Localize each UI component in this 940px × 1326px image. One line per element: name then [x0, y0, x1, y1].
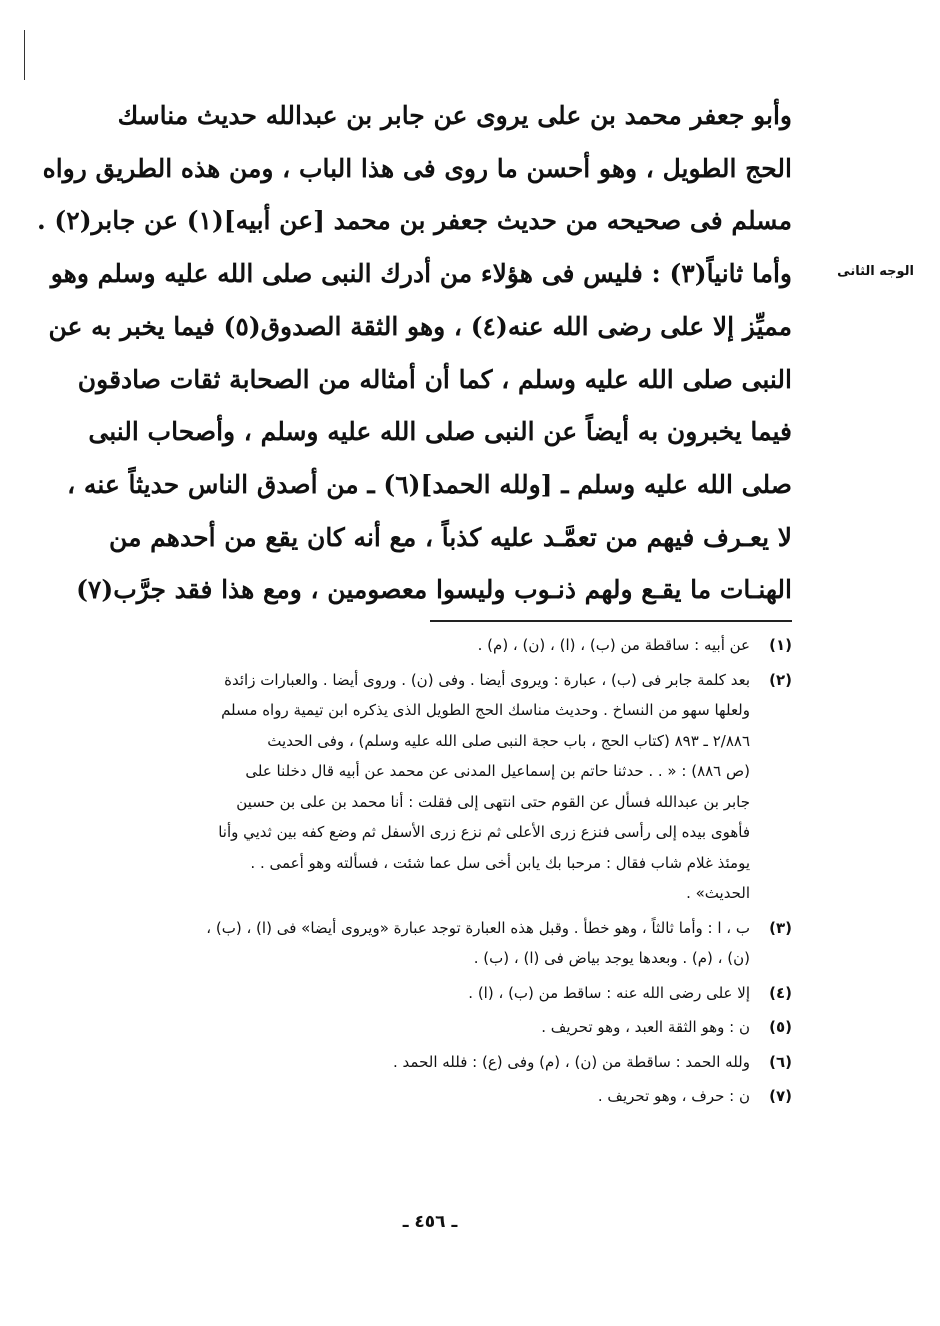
footnote-text [96, 630, 750, 661]
main-text-line: وأما ثانياً(٣) : فليس فى هؤلاء من أدرك النبى صلى الله عليه وسلم وهو [50, 259, 792, 289]
footnote-line: عن أبيه : ساقطة من (ب) ، (ا) ، (ن) ، (م) . [477, 636, 750, 654]
footnote-text [96, 1047, 750, 1078]
footnote-text [96, 665, 750, 909]
main-text-line: الهنـات ما يقـع ولهم ذنـوب وليسوا معصومين ، ومع هذا فقد جرَّب(٧) [76, 575, 792, 605]
footnote [96, 630, 792, 661]
main-text-line: صلى الله عليه وسلم ـ [ولله الحمد](٦) ـ من أصدق الناس حديثاً عنه ، [67, 469, 792, 499]
footnote [96, 1081, 792, 1112]
main-text-line: فيما يخبرون به أيضاً عن النبى صلى الله عليه وسلم ، وأصحاب النبى [88, 417, 792, 447]
main-text-line: النبى صلى الله عليه وسلم ، كما أن أمثاله من الصحابة ثقات صادقون [77, 364, 792, 394]
main-text-line: مسلم فى صحيحه من حديث جعفر بن محمد [عن أبيه](١) عن جابر(٢) . [37, 206, 792, 236]
page-edge-line [24, 30, 25, 80]
footnotes [96, 630, 792, 1116]
footnote-number: (٥) [769, 1018, 792, 1036]
footnote-line: بعد كلمة جابر فى (ب) ، عبارة : ويروى أيضا . وفى (ن) . وروى أيضا . والعبارات زائدة [224, 670, 750, 689]
footnote-number: (٧) [769, 1087, 792, 1105]
main-text-block [37, 90, 792, 617]
footnote-line: (ن) ، (م) . وبعدها يوجد بياض فى (ا) ، (ب) . [473, 949, 750, 967]
main-text-line: لا يعـرف فيهم من تعمَّـد عليه كذباً ، مع أنه كان يقع من أحدهم من [109, 522, 792, 552]
footnote-number: (٢) [769, 670, 792, 689]
footnote-text [96, 1012, 750, 1043]
footnote-line: ولله الحمد : ساقطة من (ن) ، (م) وفى (ع) : فلله الحمد . [393, 1052, 750, 1071]
footnote-line: ب ، ا : وأما ثالثاً ، وهو خطأ . وقبل هذه العبارة توجد عبارة «ويروى أيضا» فى (ا) ، (ب) ، [206, 918, 750, 937]
footnote-text [96, 978, 750, 1009]
footnote-number: (٤) [769, 983, 792, 1002]
footnote-line: إلا على رضى الله عنه : ساقط من (ب) ، (ا) . [468, 983, 750, 1002]
footnote-line: ن : وهو الثقة العبد ، وهو تحريف . [541, 1018, 750, 1036]
footnote-line: ن : حرف ، وهو تحريف . [597, 1087, 750, 1105]
footnote-line: فأهوى بيده إلى رأسى فنزع زرى الأعلى ثم نزع زرى الأسفل ثم وضع كفه بين ثديي وأنا [218, 823, 750, 841]
footnote [96, 665, 792, 909]
footnote [96, 913, 792, 974]
page-number: ـ ٤٥٦ ـ [402, 1212, 458, 1232]
footnote-line: (ص ٨٨٦) : « . . حدثنا حاتم بن إسماعيل المدنى عن محمد عن أبيه قال دخلنا على [245, 762, 750, 780]
footnote [96, 1012, 792, 1043]
footnote-line: جابر بن عبدالله فسأل عن القوم حتى انتهى إلى فقلت : أنا محمد بن على بن حسين [236, 792, 750, 811]
footnote-text [96, 1081, 750, 1112]
main-text-line: مميِّز إلا على رضى الله عنه(٤) ، وهو الثقة الصدوق(٥) فيما يخبر به عن [48, 311, 792, 341]
main-text-line: وأبو جعفر محمد بن على يروى عن جابر بن عبدالله حديث مناسك [117, 101, 792, 130]
footnote-line: الحديث» . [686, 884, 750, 902]
margin-note: الوجه الثانى [837, 264, 914, 279]
footnote-number: (٦) [769, 1052, 792, 1071]
footnote-line: ولعلها سهو من النساخ . وحديث مناسك الحج الطويل الذى يذكره ابن تيمية رواه مسلم [221, 701, 750, 719]
footnote-separator [430, 620, 792, 622]
main-text-line: الحج الطويل ، وهو أحسن ما روى فى هذا الباب ، ومن هذه الطريق رواه [42, 153, 792, 183]
footnote-line: يومئذ غلام شاب فقال : مرحبا بك يابن أخى سل عما شئت ، فسألته وهو أعمى . . [250, 853, 750, 872]
footnote [96, 978, 792, 1009]
footnote-text [96, 913, 750, 974]
footnote-line: ٢/٨٨٦ ـ ٨٩٣ (كتاب الحج ، باب حجة النبى صلى الله عليه وسلم) ، وفى الحديث [267, 731, 750, 750]
footnote-number: (٣) [769, 918, 792, 937]
footnote [96, 1047, 792, 1078]
footnote-number: (١) [769, 636, 792, 654]
